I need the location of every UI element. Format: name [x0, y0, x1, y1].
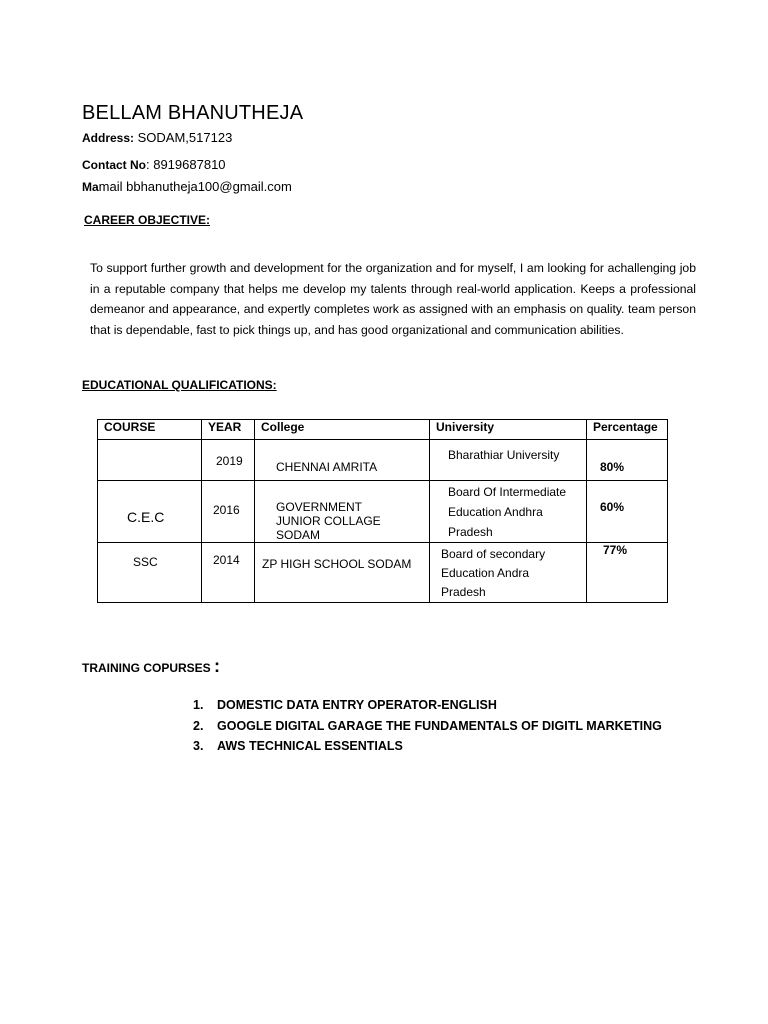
cell-percentage: 77% — [587, 543, 668, 603]
table-header-row — [98, 420, 668, 440]
list-item — [193, 716, 662, 737]
cell-year: 2016 — [202, 481, 255, 543]
list-item-label: AWS TECHNICAL ESSENTIALS — [217, 739, 403, 753]
address-value: SODAM,517123 — [137, 130, 233, 145]
cell-university: Board Of Intermediate Education Andhra Pradesh — [430, 481, 587, 543]
education-heading: EDUCATIONAL QUALIFICATIONS: — [82, 378, 277, 392]
cell-year: 2019 — [202, 440, 255, 481]
cell-university: Bharathiar University — [430, 440, 587, 481]
cell-college: ZP HIGH SCHOOL SODAM — [255, 543, 430, 603]
cell-university: Board of secondary Education Andra Pradesh — [430, 543, 587, 603]
training-heading — [82, 656, 220, 677]
email-value: mail bbhanutheja100@gmail.com — [98, 179, 292, 194]
cell-percentage: 60% — [587, 481, 668, 543]
table-row — [98, 481, 668, 543]
column-header-course: COURSE — [98, 420, 202, 440]
list-item-number: 3. — [193, 739, 204, 753]
address-line — [82, 130, 232, 145]
cell-year: 2014 — [202, 543, 255, 603]
email-line — [82, 179, 292, 194]
education-table — [97, 419, 668, 603]
contact-value: : 8919687810 — [146, 157, 226, 172]
column-header-college: College — [255, 420, 430, 440]
career-objective-heading: CAREER OBJECTIVE: — [84, 213, 211, 227]
table-row — [98, 543, 668, 603]
list-item-label: GOOGLE DIGITAL GARAGE THE FUNDAMENTALS OF DIGITL MARKETING — [217, 718, 662, 733]
training-list — [193, 695, 662, 757]
cell-course — [98, 440, 202, 481]
address-label: Address: — [82, 131, 135, 145]
column-header-percentage: Percentage — [587, 420, 668, 440]
career-objective-text: To support further growth and development for the organization and for myself, I am looking for achallenging job in a reputable company that helps me develop my talents through real-world application. Keeps a professional demeanor and appearance, and expertly completes work as assigned with an emphasis on quality. team person that is dependable, fast to pick things up, and has good organizational and communication abilities. — [90, 261, 696, 337]
training-heading-text: TRAINING COPURSES — [82, 661, 215, 675]
contact-label: Contact No — [82, 158, 146, 172]
email-label: Ma — [82, 180, 99, 194]
list-item — [193, 695, 662, 716]
column-header-university: University — [430, 420, 587, 440]
cell-course: SSC — [98, 543, 202, 603]
list-item-number: 1. — [193, 698, 204, 712]
list-item-number: 2. — [193, 718, 204, 733]
cell-percentage: 80% — [587, 440, 668, 481]
list-item — [193, 736, 662, 757]
column-header-year: YEAR — [202, 420, 255, 440]
cell-course: C.E.C — [98, 481, 202, 543]
cell-college: CHENNAI AMRITA — [255, 440, 430, 481]
candidate-name: BELLAM BHANUTHEJA — [82, 102, 304, 124]
table-row — [98, 440, 668, 481]
training-heading-colon: : — [214, 656, 221, 676]
list-item-label: DOMESTIC DATA ENTRY OPERATOR-ENGLISH — [217, 698, 497, 712]
cell-college: GOVERNMENT JUNIOR COLLAGE SODAM — [255, 481, 430, 543]
contact-line — [82, 157, 226, 172]
